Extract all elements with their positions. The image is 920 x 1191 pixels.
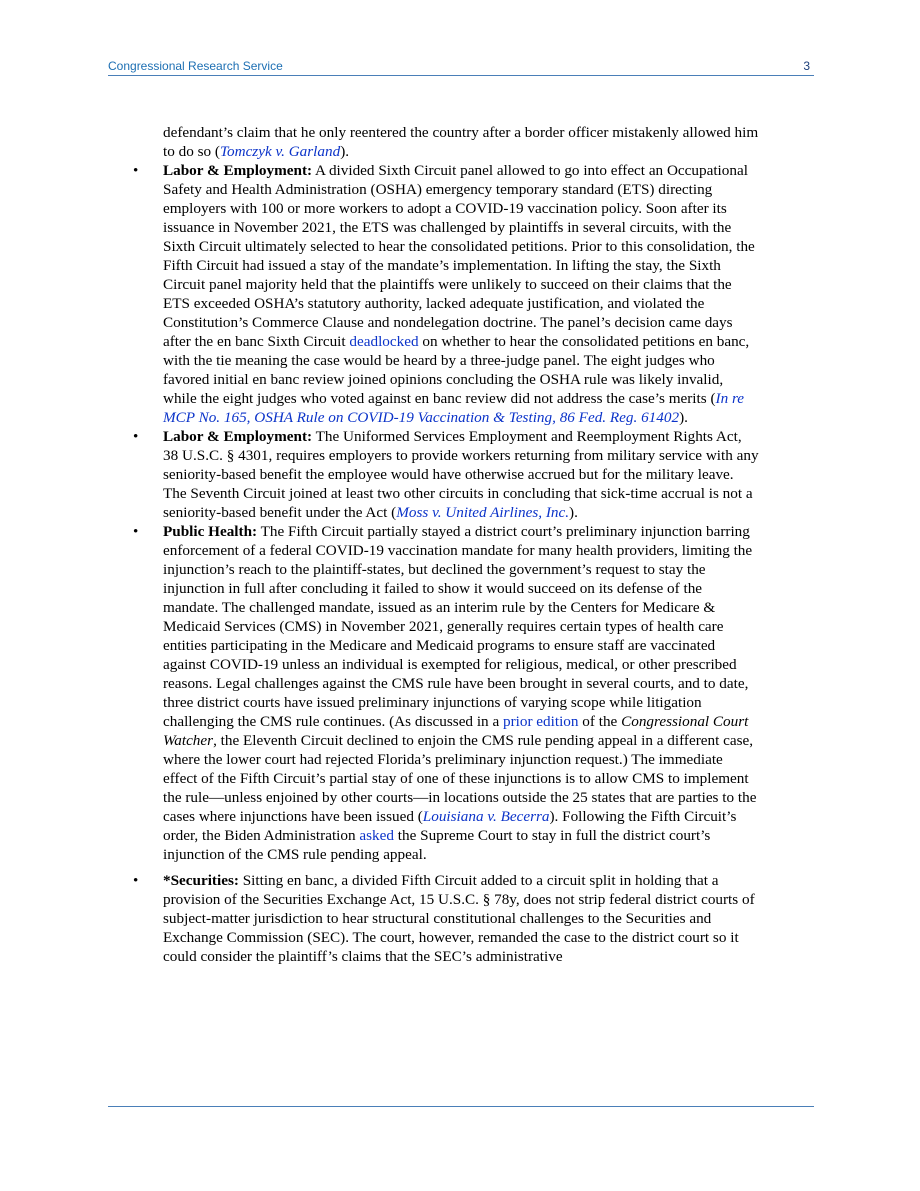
publication-title: Congressional Court Watcher [163,713,749,749]
page-body [108,123,760,966]
link-moss-v-united-airlines[interactable]: Moss v. United Airlines, Inc. [396,504,570,521]
footer-rule [108,1106,814,1107]
list-item: • Labor & Employment: The Uniformed Services Employment and Reemployment Rights Act, 38 U.S.C. § 4301, requires employers to provide workers returning from military service with any seniority-based benefit the employee would have otherwise accrued but for the military leave. The Seventh Circuit joined at least two other circuits in concluding that sick-time accrual is not a seniority-based benefit under the Act (Moss v. United Airlines, Inc.). [133,428,759,521]
link-tomczyk-v-garland[interactable]: Tomczyk v. Garland [219,143,341,160]
bullet-list [108,161,760,966]
bullet-icon: • [133,428,139,445]
list-item: • *Securities: Sitting en banc, a divided Fifth Circuit added to a circuit split in holding that a provision of the Securities Exchange Act, 15 U.S.C. § 78y, does not strip federal district courts of subject-matter jurisdiction to hear structural constitutional challenges to the Securities and Exchange Commission (SEC). The court, however, remanded the case to the district court so it could consider the plaintiff’s claims that the SEC’s administrative [133,872,755,965]
bullet-icon: • [133,162,139,179]
page-number: 3 [803,59,810,73]
link-louisiana-v-becerra[interactable]: Louisiana v. Becerra [422,808,550,825]
header-rule [108,75,814,76]
list-item: • Public Health: The Fifth Circuit partially stayed a district court’s preliminary injunction barring enforcement of a federal COVID-19 vaccination mandate for many health providers, limiting the injunction’s reach to the plaintiff-states, but declined the government’s request to stay the injunction in full after concluding it failed to show it would succeed on its defense of the mandate. The challenged mandate, issued as an interim rule by the Centers for Medicare & Medicaid Services (CMS) in November 2021, generally requires certain types of health care entities participating in the Medicare and Medicaid programs to ensure staff are vaccinated against COVID-19 unless an individual is exempted for religious, medical, or other prescribed reasons. Legal challenges against the CMS rule have been brought in several courts, and to date, three district courts have issued preliminary injunctions of varying scope while litigation challenging the CMS rule continues. (As discussed in a prior edition of the Congressional Court Watcher, the Eleventh Circuit declined to enjoin the CMS rule pending appeal in a different case, where the lower court had rejected Florida’s preliminary injunction request.) The immediate effect of the Fifth Circuit’s partial stay of one of these injunctions is to allow CMS to implement the rule—unless enjoined by other courts—in locations outside the 25 states that are parties to the cases where injunctions have been issued (Louisiana v. Becerra). Following the Fifth Circuit’s order, the Biden Administration asked the Supreme Court to stay in full the district court’s injunction of the CMS rule pending appeal. [133,523,757,863]
item-label: *Securities: [163,872,239,889]
link-asked[interactable]: asked [359,827,394,844]
bullet-icon: • [133,872,139,889]
header-org: Congressional Research Service [108,59,283,73]
item-label: Labor & Employment: [163,428,313,445]
list-item: • Labor & Employment: A divided Sixth Circuit panel allowed to go into effect an Occupational Safety and Health Administration (OSHA) emergency temporary standard (ETS) directing employers with 100 or more workers to adopt a COVID-19 vaccination policy. Soon after its issuance in November 2021, the ETS was challenged by plaintiffs in several circuits, with the Sixth Circuit ultimately selected to hear the consolidated petitions. Prior to this consolidation, the Fifth Circuit had issued a stay of the mandate’s implementation. In lifting the stay, the Sixth Circuit panel majority held that the plaintiffs were unlikely to succeed on their claims that the ETS exceeded OSHA’s statutory authority, lacked adequate justification, and violated the Constitution’s Commerce Clause and nondelegation doctrine. The panel’s decision came days after the en banc Sixth Circuit deadlocked on whether to hear the consolidated petitions en banc, with the tie meaning the case would be heard by a three-judge panel. The eight judges who favored initial en banc review joined opinions concluding the OSHA rule was likely invalid, while the eight judges who voted against en banc review did not address the case’s merits (In re MCP No. 165, OSHA Rule on COVID-19 Vaccination & Testing, 86 Fed. Reg. 61402). [133,162,755,426]
link-deadlocked[interactable]: deadlocked [349,333,419,350]
item-label: Labor & Employment: [163,162,313,179]
continuation-paragraph: defendant’s claim that he only reentered the country after a border officer mistakenly allowed him to do so (Tomczyk v. Garland). [163,124,759,160]
page-header [108,57,812,75]
item-label: Public Health: [163,523,258,540]
bullet-icon: • [133,523,139,540]
link-prior-edition[interactable]: prior edition [502,713,579,730]
link-in-re-mcp-165[interactable]: In re MCP No. 165, OSHA Rule on COVID-19 Vaccination & Testing, 86 Fed. Reg. 61402 [163,390,745,426]
